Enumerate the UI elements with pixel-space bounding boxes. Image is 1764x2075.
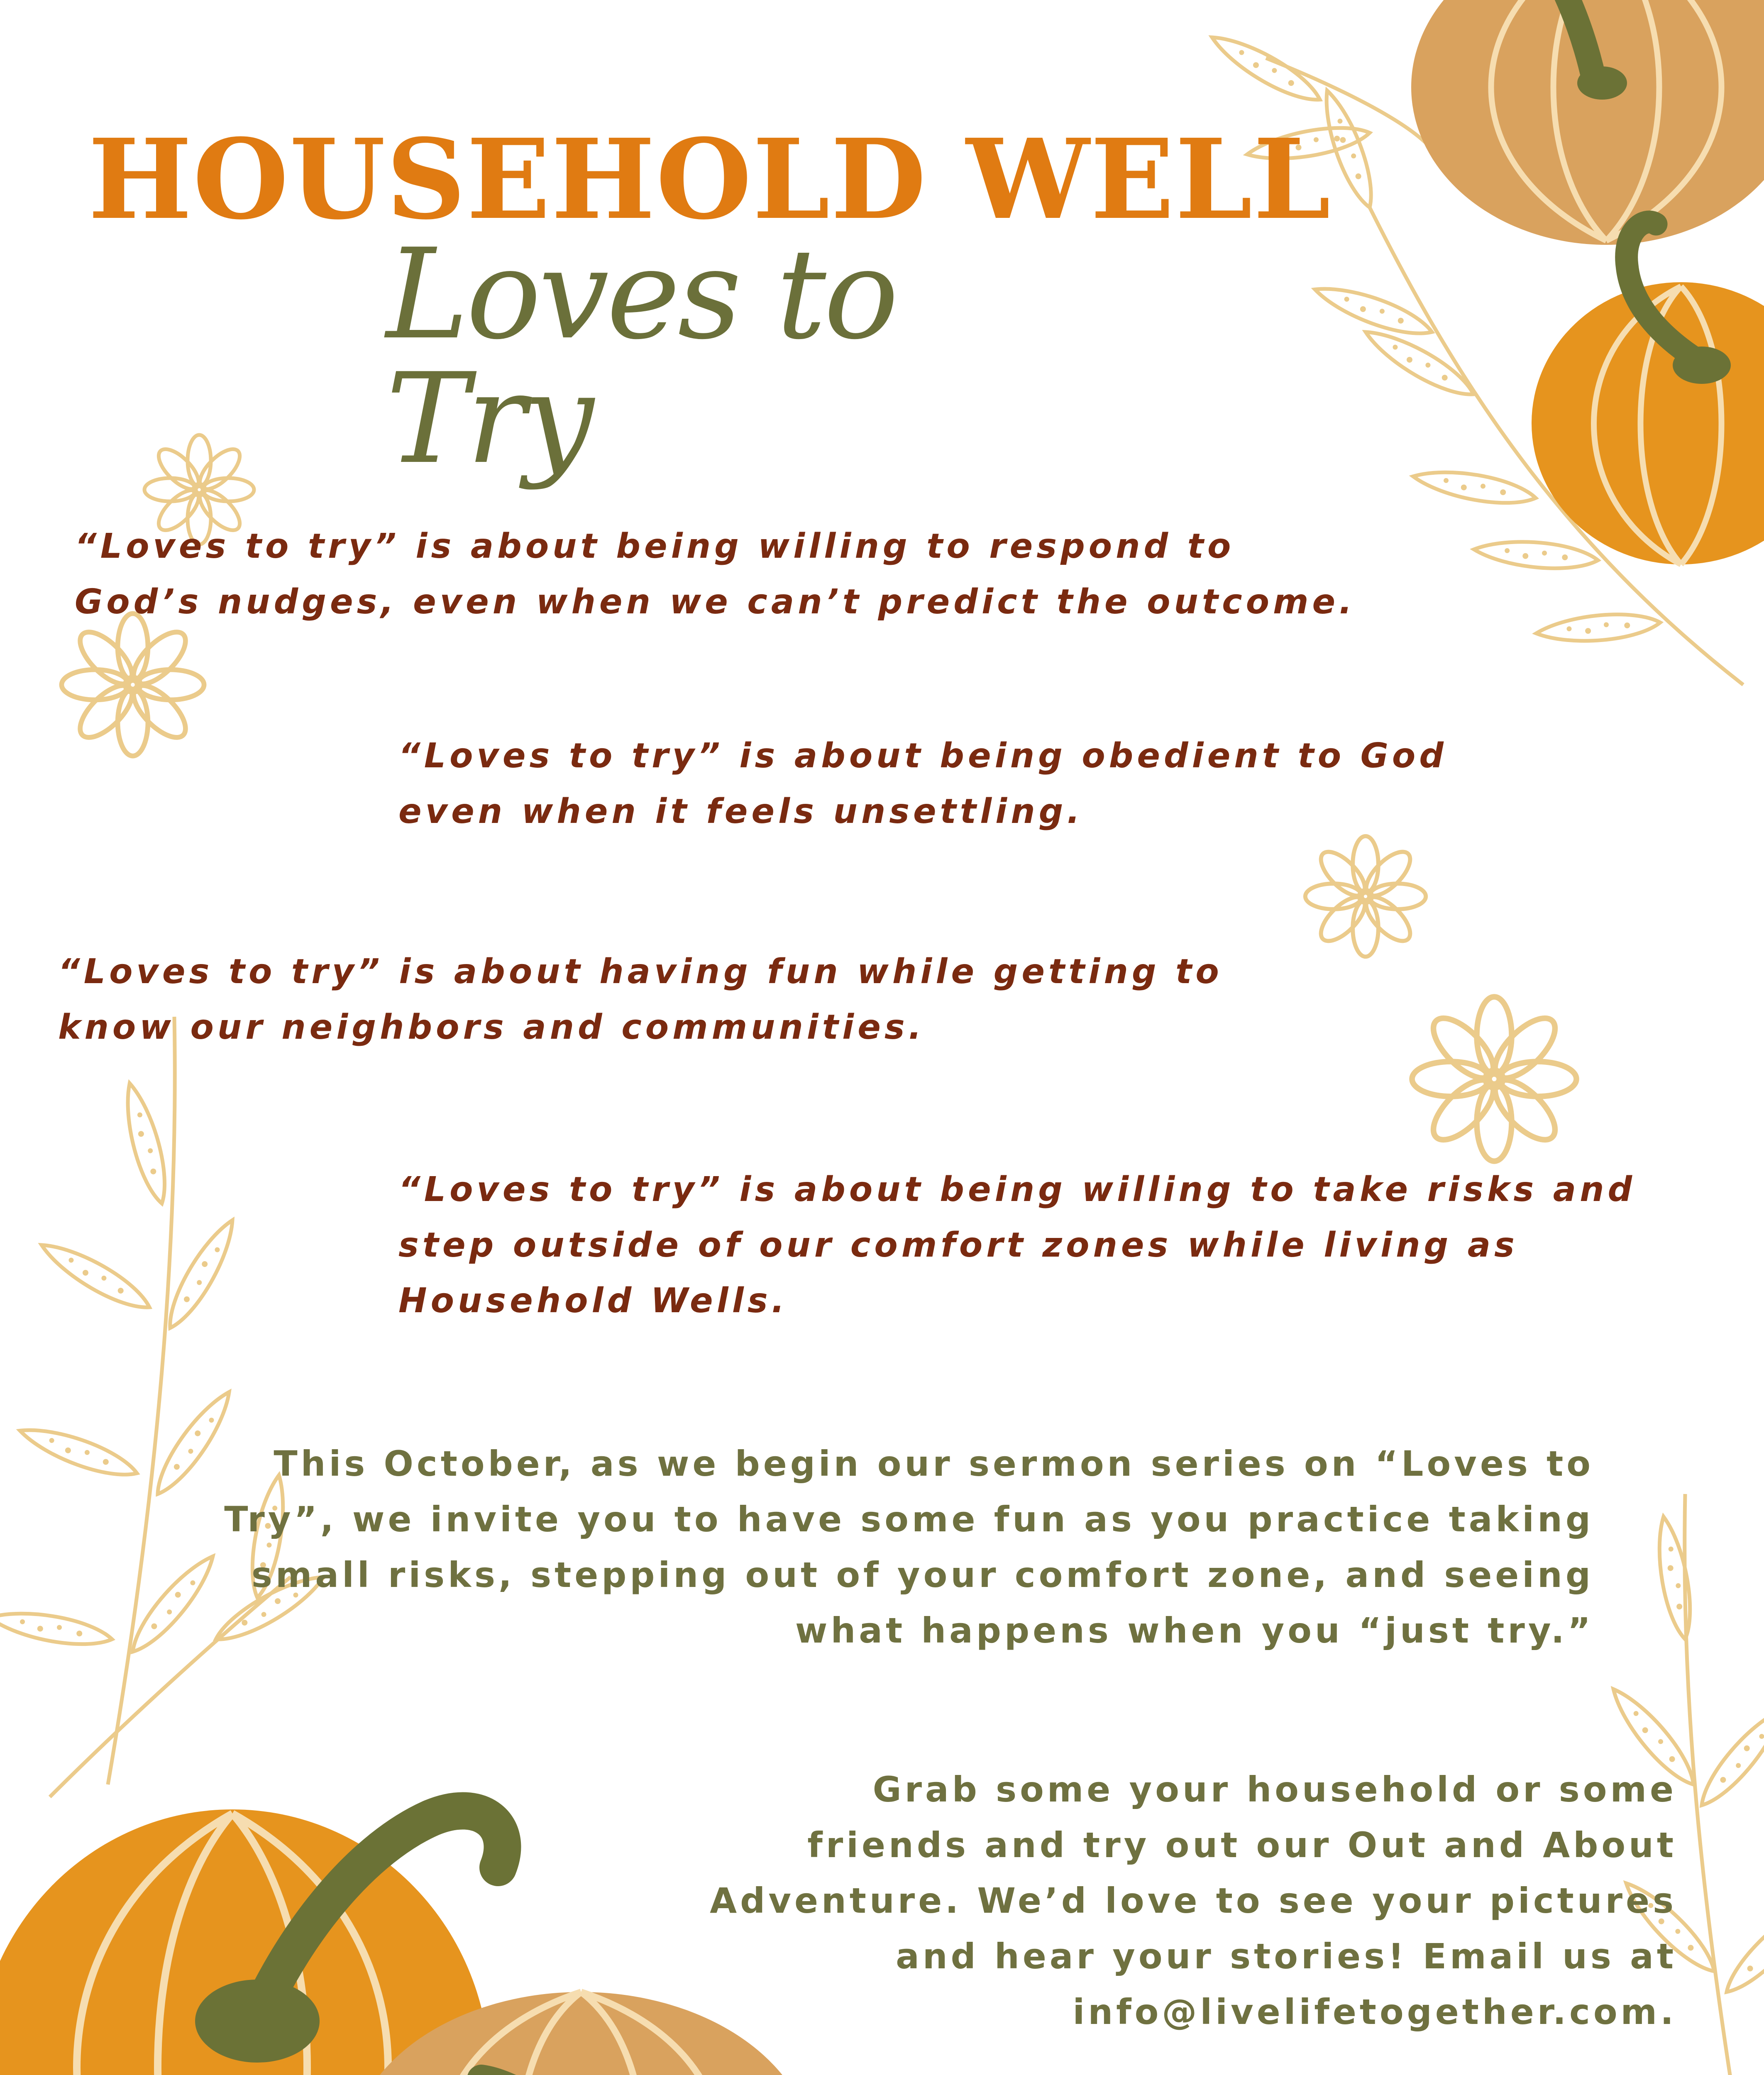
statement-risks: “Loves to try” is about being willing to take risks and step outside of our comfort zones while living as Household Wells. [398,1170,1636,1321]
flower-icon [1412,997,1576,1161]
page-subtitle: Loves to Try [386,222,897,491]
call-to-action-text: Grab some your household or some friends and try out our Out and About Adventure. We’d love to see your pictures and hear your stories! Email us at info@livelifetogether.com. [710,1769,1677,2032]
statement-fun: “Loves to try” is about having fun while getting to know our neighbors and communities. [58,952,1223,1047]
flower-icon [61,613,204,756]
invitation-text: This October, as we begin our sermon series on “Loves to Try”, we invite you to have some fun as you practice taking small risks, stepping out of your comfort zone, and seeing what happens when you “just try.” [224,1443,1594,1651]
statement-respond: “Loves to try” is about being willing to respond to God’s nudges, even when we can’t predict the outcome. [75,527,1356,622]
flower-icon [1305,836,1426,957]
pumpkin-icon [1411,0,1764,245]
left-leaf-sprig-icon [0,1017,330,1797]
statement-obedient: “Loves to try” is about being obedient to God even when it feels unsettling. [398,736,1447,831]
page-title: HOUSEHOLD WELL [88,115,1332,244]
pumpkin-icon [1532,222,1764,564]
